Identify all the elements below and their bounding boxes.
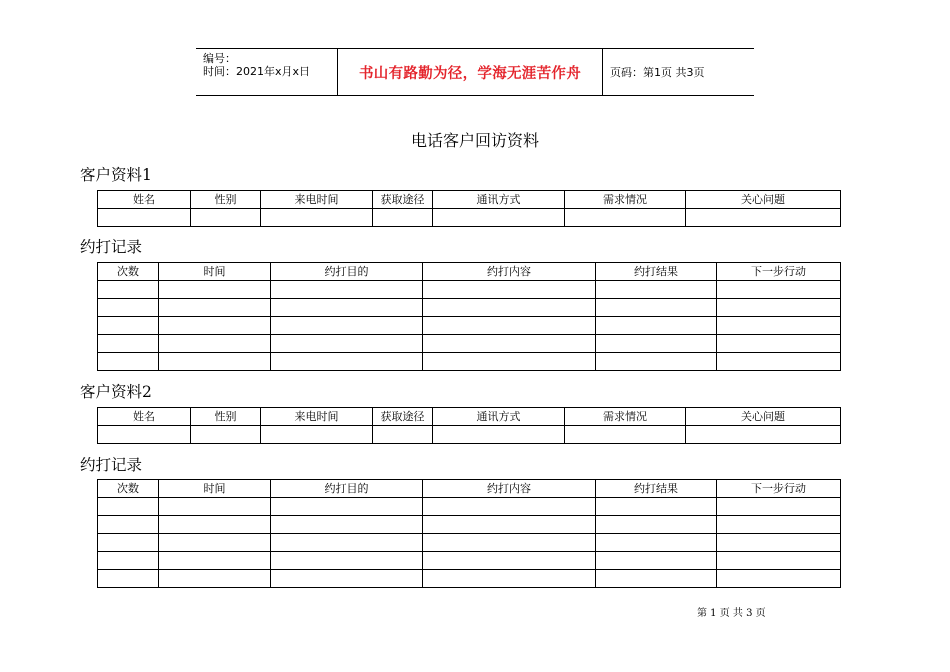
table-cell bbox=[423, 317, 596, 335]
table-cell bbox=[717, 335, 841, 353]
document-header bbox=[196, 48, 754, 96]
header-cell: 关心问题 bbox=[686, 191, 841, 209]
header-cell: 来电时间 bbox=[261, 408, 373, 426]
table-cell bbox=[717, 317, 841, 335]
table-cell bbox=[98, 317, 159, 335]
header-cell: 约打目的 bbox=[271, 263, 423, 281]
time-label: 时间：2021年x月x日 bbox=[203, 65, 311, 78]
table-cell bbox=[98, 534, 159, 552]
call-record-table-2 bbox=[97, 479, 841, 588]
table-cell bbox=[159, 317, 271, 335]
table-cell bbox=[191, 209, 261, 227]
table-cell bbox=[596, 335, 717, 353]
header-cell: 下一步行动 bbox=[717, 480, 841, 498]
header-cell: 次数 bbox=[98, 480, 159, 498]
table-row bbox=[98, 426, 841, 444]
table-cell bbox=[98, 353, 159, 371]
table-cell bbox=[271, 570, 423, 588]
table-cell bbox=[596, 299, 717, 317]
table-cell bbox=[98, 516, 159, 534]
table-row bbox=[98, 498, 841, 516]
table-cell bbox=[271, 299, 423, 317]
table-cell bbox=[159, 335, 271, 353]
table-cell bbox=[423, 353, 596, 371]
table-cell bbox=[159, 552, 271, 570]
table-cell bbox=[271, 498, 423, 516]
table-cell bbox=[717, 281, 841, 299]
header-cell: 约打结果 bbox=[596, 480, 717, 498]
header-cell: 通讯方式 bbox=[433, 408, 565, 426]
table-cell bbox=[159, 281, 271, 299]
table-cell bbox=[717, 552, 841, 570]
table-cell bbox=[271, 317, 423, 335]
table-cell bbox=[261, 426, 373, 444]
table-cell bbox=[98, 570, 159, 588]
table-cell bbox=[433, 426, 565, 444]
customer-table-2 bbox=[97, 407, 841, 444]
header-cell: 性别 bbox=[191, 191, 261, 209]
table-cell bbox=[596, 353, 717, 371]
header-cell: 时间 bbox=[159, 480, 271, 498]
customer-header-row bbox=[98, 408, 841, 426]
table-cell bbox=[717, 498, 841, 516]
table-cell bbox=[373, 209, 433, 227]
header-cell: 通讯方式 bbox=[433, 191, 565, 209]
table-cell bbox=[98, 299, 159, 317]
table-cell bbox=[423, 335, 596, 353]
call-header-row bbox=[98, 263, 841, 281]
table-cell bbox=[159, 353, 271, 371]
table-cell bbox=[271, 534, 423, 552]
table-cell bbox=[159, 516, 271, 534]
document-title: 电话客户回访资料 bbox=[410, 131, 539, 150]
table-cell bbox=[717, 299, 841, 317]
table-cell bbox=[717, 353, 841, 371]
table-cell bbox=[433, 209, 565, 227]
header-cell: 关心问题 bbox=[686, 408, 841, 426]
table-cell bbox=[159, 534, 271, 552]
table-cell bbox=[565, 426, 686, 444]
table-cell bbox=[423, 570, 596, 588]
header-cell: 时间 bbox=[159, 263, 271, 281]
header-cell: 约打内容 bbox=[423, 480, 596, 498]
header-cell: 来电时间 bbox=[261, 191, 373, 209]
header-cell: 需求情况 bbox=[565, 191, 686, 209]
header-cell: 约打目的 bbox=[271, 480, 423, 498]
table-cell bbox=[373, 426, 433, 444]
table-cell bbox=[191, 426, 261, 444]
table-cell bbox=[565, 209, 686, 227]
table-cell bbox=[423, 498, 596, 516]
table-row bbox=[98, 552, 841, 570]
section-title-customer-2: 客户资料2 bbox=[80, 383, 152, 401]
header-cell: 需求情况 bbox=[565, 408, 686, 426]
header-meta bbox=[196, 49, 338, 95]
table-row bbox=[98, 570, 841, 588]
table-row bbox=[98, 353, 841, 371]
table-cell bbox=[98, 209, 191, 227]
table-cell bbox=[596, 281, 717, 299]
table-cell bbox=[717, 534, 841, 552]
table-cell bbox=[423, 299, 596, 317]
header-cell: 下一步行动 bbox=[717, 263, 841, 281]
table-cell bbox=[686, 209, 841, 227]
section-title-call-record-1: 约打记录 bbox=[80, 238, 143, 256]
table-cell bbox=[271, 516, 423, 534]
call-record-table-1 bbox=[97, 262, 841, 371]
table-row bbox=[98, 281, 841, 299]
table-cell bbox=[271, 281, 423, 299]
serial-label: 编号： bbox=[203, 52, 236, 65]
table-cell bbox=[596, 552, 717, 570]
call-header-row bbox=[98, 480, 841, 498]
table-cell bbox=[423, 534, 596, 552]
table-cell bbox=[159, 570, 271, 588]
table-cell bbox=[261, 209, 373, 227]
header-cell: 次数 bbox=[98, 263, 159, 281]
table-cell bbox=[717, 516, 841, 534]
header-cell: 姓名 bbox=[98, 408, 191, 426]
header-cell: 性别 bbox=[191, 408, 261, 426]
table-cell bbox=[423, 281, 596, 299]
customer-header-row bbox=[98, 191, 841, 209]
table-row bbox=[98, 209, 841, 227]
section-title-customer-1: 客户资料1 bbox=[80, 166, 152, 184]
table-cell bbox=[159, 498, 271, 516]
table-cell bbox=[159, 299, 271, 317]
table-cell bbox=[271, 335, 423, 353]
header-cell: 获取途径 bbox=[373, 191, 433, 209]
header-page-code: 页码：第1页 共3页 bbox=[610, 66, 705, 79]
table-cell bbox=[271, 552, 423, 570]
table-cell bbox=[596, 570, 717, 588]
table-cell bbox=[686, 426, 841, 444]
table-cell bbox=[98, 335, 159, 353]
table-cell bbox=[717, 570, 841, 588]
customer-table-1 bbox=[97, 190, 841, 227]
table-cell bbox=[596, 534, 717, 552]
table-cell bbox=[98, 426, 191, 444]
header-slogan: 书山有路勤为径，学海无涯苦作舟 bbox=[338, 49, 603, 95]
table-cell bbox=[423, 516, 596, 534]
header-cell: 姓名 bbox=[98, 191, 191, 209]
header-cell: 约打结果 bbox=[596, 263, 717, 281]
table-row bbox=[98, 516, 841, 534]
section-title-call-record-2: 约打记录 bbox=[80, 456, 143, 474]
header-cell: 获取途径 bbox=[373, 408, 433, 426]
table-cell bbox=[98, 281, 159, 299]
header-cell: 约打内容 bbox=[423, 263, 596, 281]
table-cell bbox=[596, 317, 717, 335]
table-row bbox=[98, 317, 841, 335]
table-cell bbox=[423, 552, 596, 570]
table-cell bbox=[271, 353, 423, 371]
table-cell bbox=[98, 552, 159, 570]
table-cell bbox=[596, 516, 717, 534]
table-cell bbox=[98, 498, 159, 516]
table-row bbox=[98, 335, 841, 353]
table-cell bbox=[596, 498, 717, 516]
table-row bbox=[98, 534, 841, 552]
table-row bbox=[98, 299, 841, 317]
page-footer: 第 1 页 共 3 页 bbox=[697, 608, 766, 619]
